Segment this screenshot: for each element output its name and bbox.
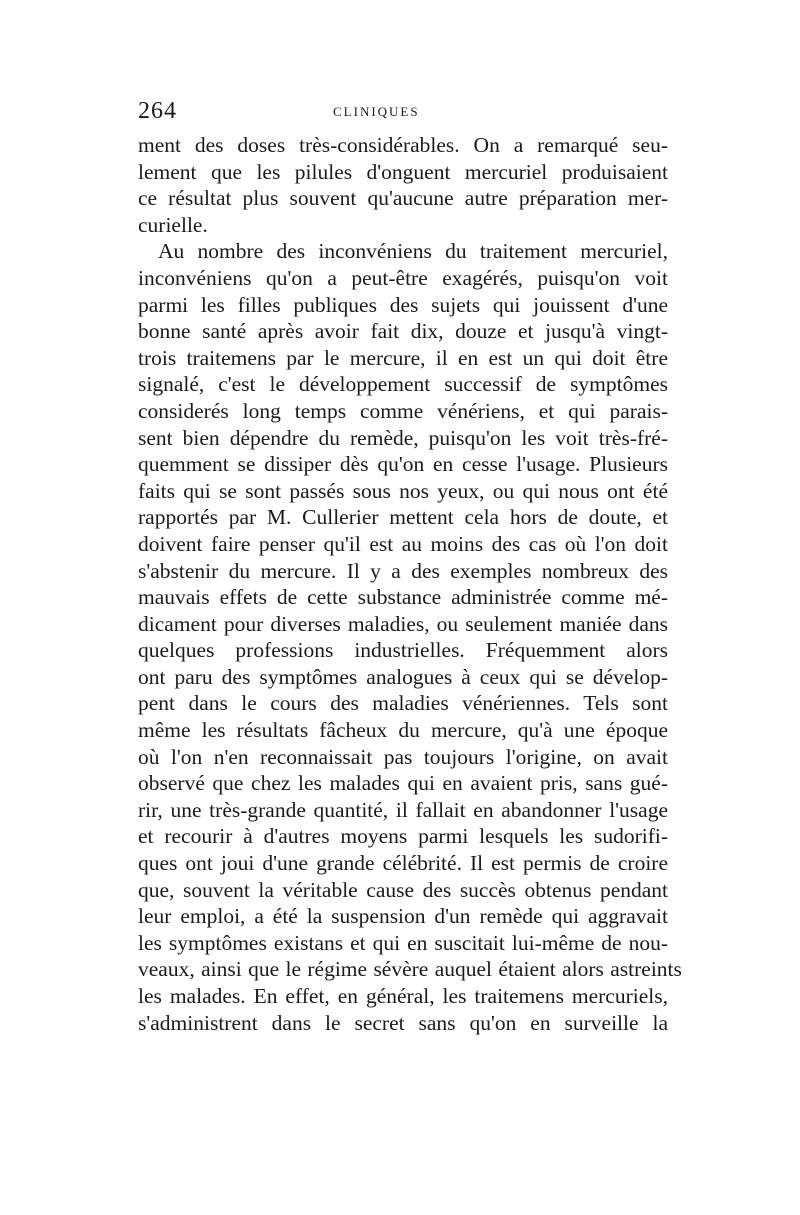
page-number: 264 bbox=[138, 98, 177, 124]
text-line: même les résultats fâcheux du mercure, qu'à une époque bbox=[138, 718, 668, 743]
text-line: dicament pour diverses maladies, ou seulement maniée dans bbox=[138, 611, 668, 636]
text-line: bonne santé après avoir fait dix, douze et jusqu'à vingt- bbox=[138, 319, 668, 344]
text-line: observé que chez les malades qui en avaient pris, sans gué- bbox=[138, 771, 668, 796]
text-line: quelques professions industrielles. Fréquemment alors bbox=[138, 638, 668, 663]
text-line: ment des doses très-considérables. On a remarqué seu- bbox=[138, 133, 668, 157]
text-line: rapportés par M. Cullerier mettent cela hors de doute, et bbox=[138, 505, 668, 530]
text-line: rir, une très-grande quantité, il fallait en abandonner l'usage bbox=[138, 797, 668, 822]
text-line: mauvais effets de cette substance administrée comme mé- bbox=[138, 585, 668, 610]
text-line: sent bien dépendre du remède, puisqu'on les voit très-fré- bbox=[138, 425, 668, 450]
text-line: inconvéniens qu'on a peut-être exagérés, puisqu'on voit bbox=[138, 265, 668, 290]
text-line: ques ont joui d'une grande célébrité. Il est permis de croire bbox=[138, 851, 668, 876]
text-line: les malades. En effet, en général, les traitemens mercuriels, bbox=[138, 984, 668, 1008]
text-line: doivent faire penser qu'il est au moins des cas où l'on doit bbox=[138, 531, 668, 556]
text-line: et recourir à d'autres moyens parmi lesquels les sudorifi- bbox=[138, 824, 668, 849]
body-text bbox=[138, 132, 682, 1036]
text-line: considerés long temps comme vénériens, et qui parais- bbox=[138, 398, 668, 423]
text-line: pent dans le cours des maladies vénériennes. Tels sont bbox=[138, 691, 668, 716]
text-line: Au nombre des inconvéniens du traitement mercuriel, bbox=[158, 239, 668, 264]
running-title: CLINIQUES bbox=[333, 104, 420, 119]
text-line: où l'on n'en reconnaissait pas toujours l'origine, on avait bbox=[138, 744, 668, 769]
text-line: que, souvent la véritable cause des succès obtenus pendant bbox=[138, 877, 668, 902]
text-line: les symptômes existans et qui en suscitait lui-même de nou- bbox=[138, 930, 668, 955]
text-line: signalé, c'est le développement successif de symptômes bbox=[138, 372, 668, 397]
text-line: s'administrent dans le secret sans qu'on en surveille la bbox=[138, 1010, 668, 1035]
text-line: ce résultat plus souvent qu'aucune autre préparation mer- bbox=[138, 186, 668, 211]
text-line: lement que les pilules d'onguent mercuriel produisaient bbox=[138, 159, 668, 184]
running-head bbox=[138, 98, 668, 126]
text-line: curielle. bbox=[138, 212, 208, 237]
text-line: veaux, ainsi que le régime sévère auquel étaient alors astreints bbox=[138, 957, 682, 982]
text-line: faits qui se sont passés sous nos yeux, ou qui nous ont été bbox=[138, 478, 668, 503]
text-line: ont paru des symptômes analogues à ceux qui se dévelop- bbox=[138, 664, 668, 689]
text-line: trois traitemens par le mercure, il en est un qui doit être bbox=[138, 345, 668, 370]
text-line: s'abstenir du mercure. Il y a des exemples nombreux des bbox=[138, 558, 668, 583]
text-line: leur emploi, a été la suspension d'un remède qui aggravait bbox=[138, 904, 668, 929]
text-line: quemment se dissiper dès qu'on en cesse l'usage. Plusieurs bbox=[138, 452, 668, 477]
text-line: parmi les filles publiques des sujets qui jouissent d'une bbox=[138, 292, 668, 317]
